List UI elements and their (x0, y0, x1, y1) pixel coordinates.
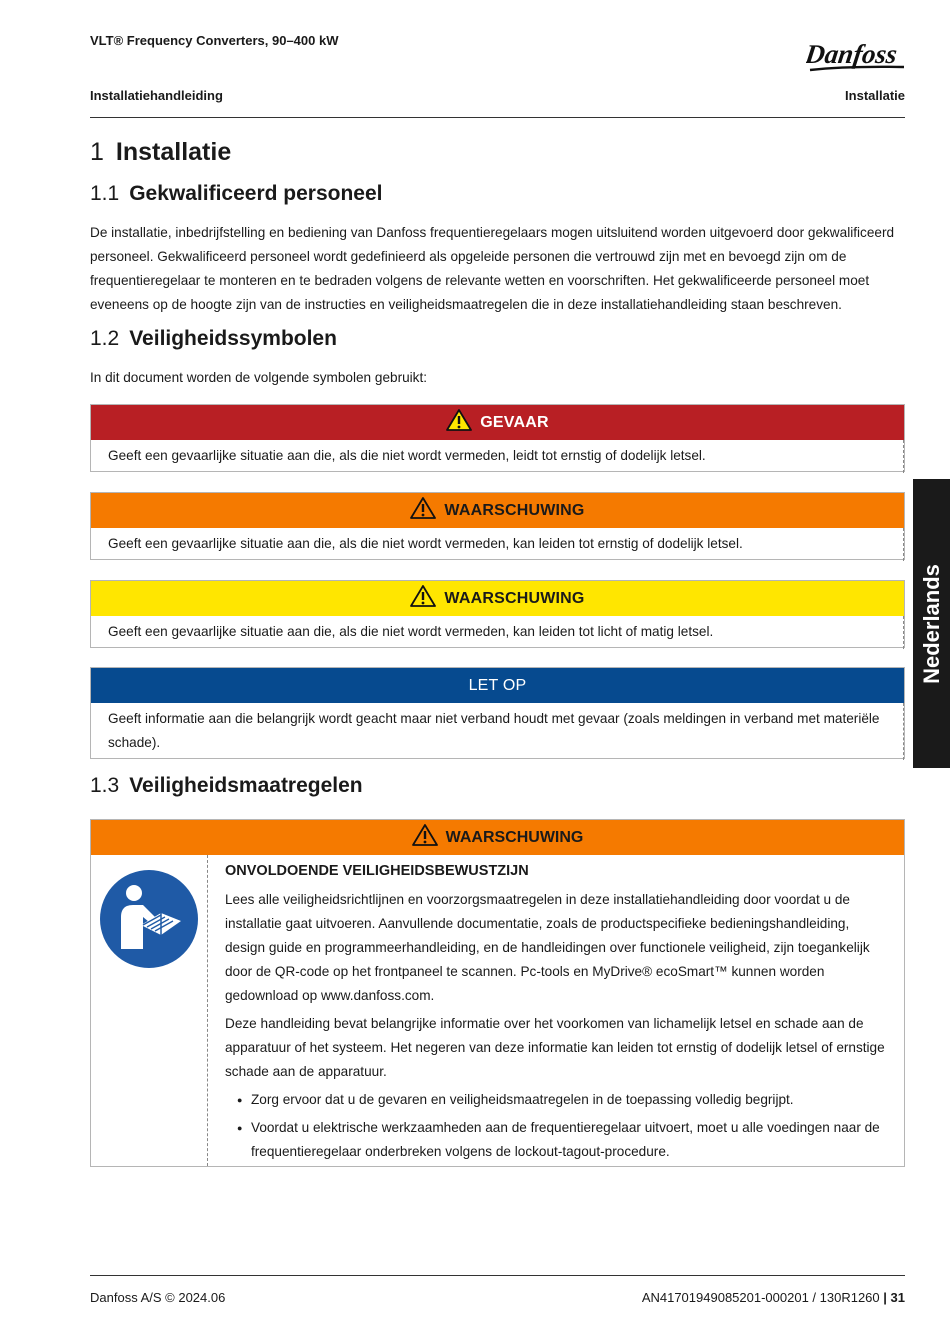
list-item: ● Voordat u elektrische werkzaamheden aan de frequentieregelaar uitvoert, moet u alle voedingen naar de frequentieregelaar onderbreken volgens de lockout-tagout-procedure. (251, 1116, 886, 1164)
warning-triangle-icon (410, 497, 436, 524)
paragraph-line: De installatie, inbedrijfstelling en bediening van Danfoss frequentieregelaars mogen uitsluitend worden uitgevoerd door gekwalificeerd (90, 225, 895, 240)
icon-column (91, 855, 208, 1166)
language-label: Nederlands (918, 563, 944, 684)
safety-warning-content (208, 855, 904, 1166)
caution-box (90, 580, 905, 648)
safety-paragraph-1: Lees alle veiligheidsrichtlijnen en voorzorgsmaatregelen in deze installatiehandleiding door voordat u de installatie gaat uitvoeren. Aanvullende documentatie, zoals de productspecifieke bedieningshandleiding, design guide en programmeerhandleiding, en de handleidingen over functionele veiligheid, zijn toegankelijk door de QR-code op het frontpaneel te scannen. Pc-tools en MyDrive® ecoSmart™ kunnen worden gedownload op www.danfoss.com. (225, 892, 870, 1003)
page-number: 31 (890, 1290, 905, 1305)
safety-warning-bar (91, 820, 904, 855)
footer-copyright: Danfoss A/S © 2024.06 (90, 1290, 226, 1305)
symbols-intro: In dit document worden de volgende symbolen gebruikt: (90, 370, 428, 385)
danger-box (90, 404, 905, 472)
section-title: Veiligheidssymbolen (129, 327, 337, 350)
caution-bar (91, 581, 904, 616)
section-heading-1-1 (90, 182, 383, 206)
danger-text: Geeft een gevaarlijke situatie aan die, als die niet wordt vermeden, leidt tot ernstig of dodelijk letsel. (91, 440, 904, 473)
footer-separator: | (883, 1290, 887, 1305)
svg-text:Danfoss: Danfoss (806, 39, 900, 69)
safety-paragraph-2: Deze handleiding bevat belangrijke informatie over het voorkomen van lichamelijk letsel en schade aan de apparatuur of het systeem. Het negeren van deze informatie kan leiden tot ernstig of dodelijk letsel of ernstige schade aan de apparatuur. (225, 1016, 885, 1079)
section-number: 1.2 (90, 327, 120, 350)
paragraph-line: frequentieregelaar te monteren en te bedraden volgens de relevante wetten en voorschriften. Het gekwalificeerde personeel moet (90, 273, 870, 288)
warning-triangle-icon (412, 824, 438, 851)
notice-bar (91, 668, 904, 703)
danfoss-logo (806, 36, 908, 81)
product-title: VLT® Frequency Converters, 90–400 kW (90, 33, 339, 48)
language-side-tab (913, 479, 950, 768)
section-number: 1.1 (90, 182, 120, 205)
read-manual-icon (99, 869, 199, 974)
section-heading-1-2 (90, 327, 337, 351)
caution-text: Geeft een gevaarlijke situatie aan die, als die niet wordt vermeden, kan leiden tot licht of matig letsel. (91, 616, 904, 649)
notice-box (90, 667, 905, 759)
warning-bar (91, 493, 904, 528)
safety-bullet-list (225, 1088, 886, 1164)
qualified-personnel-paragraph (90, 221, 905, 317)
warning-box (90, 492, 905, 560)
doc-number: AN41701949085201-000201 / 130R1260 (641, 1290, 880, 1305)
list-item: ● Zorg ervoor dat u de gevaren en veiligheidsmaatregelen in de toepassing volledig begrijpt. (251, 1088, 886, 1112)
warning-text: Geeft een gevaarlijke situatie aan die, als die niet wordt vermeden, kan leiden tot ernstig of dodelijk letsel. (91, 528, 904, 561)
header-rule (90, 117, 905, 118)
paragraph-line: personeel. Gekwalificeerd personeel wordt gedefinieerd als opgeleide personen die vertrouwd zijn met en bevoegd zijn om de (90, 249, 847, 264)
footer-doc-info (642, 1290, 905, 1305)
warning-triangle-icon (446, 409, 472, 436)
danger-bar (91, 405, 904, 440)
danger-label: GEVAAR (480, 413, 549, 431)
section-name: Installatie (845, 88, 905, 103)
safety-warning-heading: ONVOLDOENDE VEILIGHEIDSBEWUSTZIJN (225, 863, 529, 879)
paragraph-line: eveneens op de hoogte zijn van de instructies en veiligheidsmaatregelen die in deze installatiehandleiding staan beschreven. (90, 297, 842, 312)
section-heading-1-3 (90, 774, 363, 798)
notice-text: Geeft informatie aan die belangrijk wordt geacht maar niet verband houdt met gevaar (zoals meldingen in verband met materiële schade). (91, 703, 904, 760)
chapter-title: Installatie (115, 138, 232, 166)
safety-warning-box (90, 819, 905, 1167)
chapter-heading (90, 138, 231, 167)
warning-triangle-icon (410, 585, 436, 612)
warning-label: WAARSCHUWING (444, 501, 585, 519)
section-title: Veiligheidsmaatregelen (129, 774, 363, 797)
notice-label: LET OP (468, 676, 527, 694)
caution-label: WAARSCHUWING (444, 589, 585, 607)
doc-type: Installatiehandleiding (90, 88, 223, 103)
section-title: Gekwalificeerd personeel (129, 182, 383, 205)
chapter-number: 1 (90, 138, 104, 166)
safety-warning-label: WAARSCHUWING (445, 828, 584, 846)
footer-rule (90, 1275, 905, 1276)
section-number: 1.3 (90, 774, 120, 797)
